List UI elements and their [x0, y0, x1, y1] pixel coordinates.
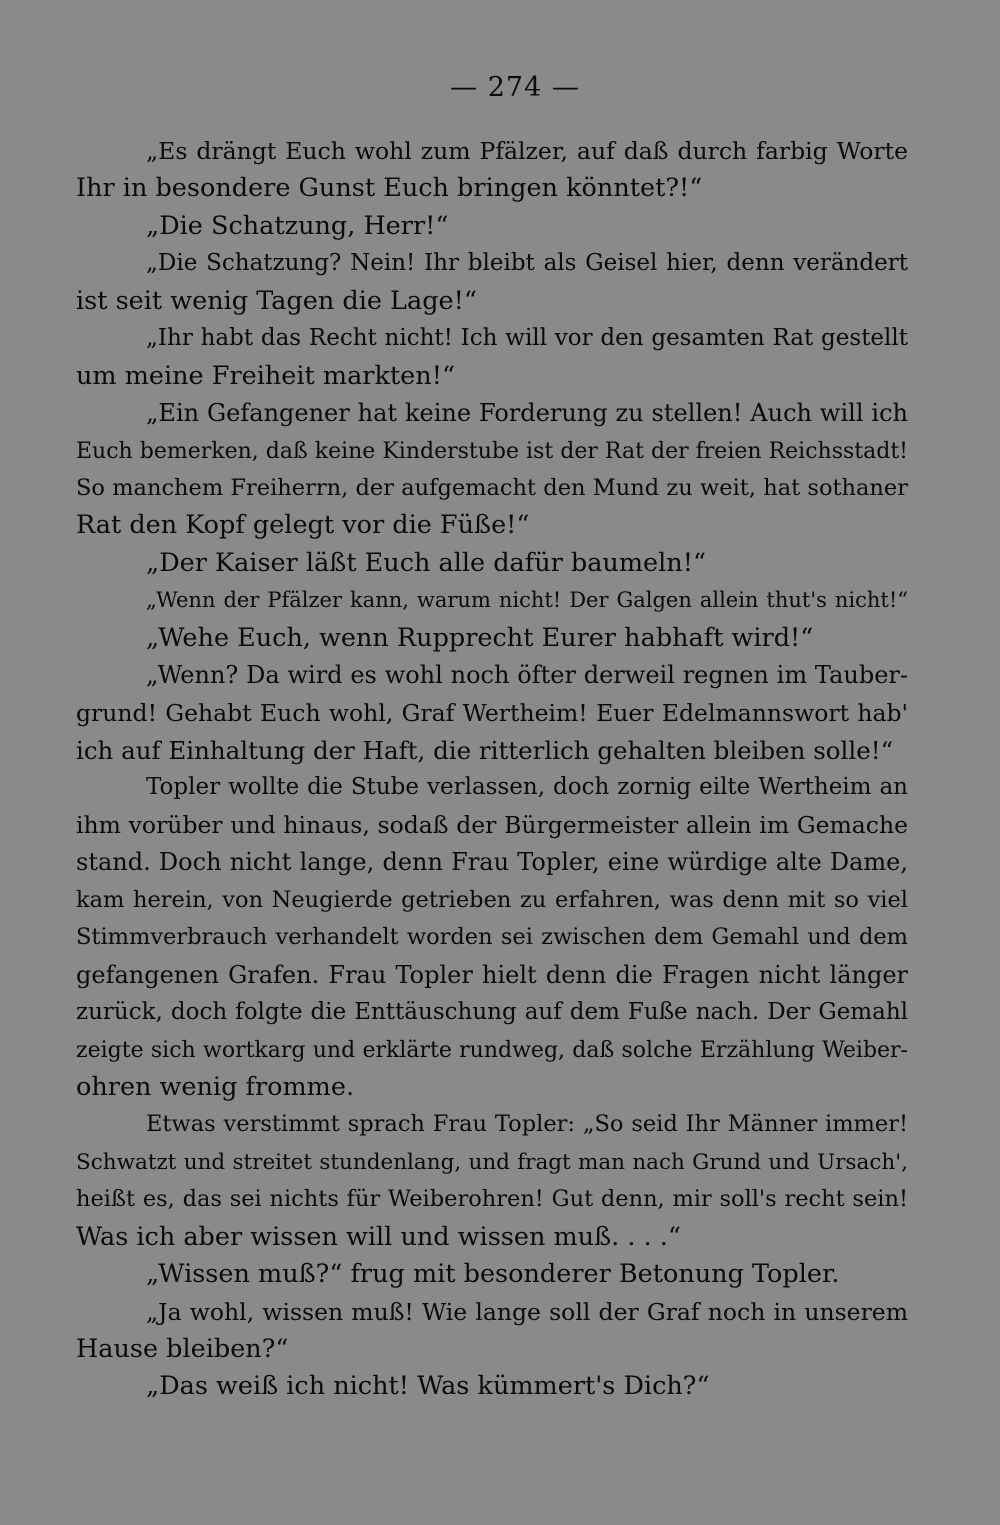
text-line: „Wenn? Da wird es wohl noch öfter derweil regnen im Tauber-: [146, 661, 908, 690]
text-line: Schwatzt und streitet stundenlang, und fragt man nach Grund und Ursach',: [76, 1149, 908, 1175]
text-line: ihm vorüber und hinaus, sodaß der Bürgermeister allein im Gemache: [76, 810, 908, 839]
text-line: Was ich aber wissen will und wissen muß. . . .“: [76, 1221, 681, 1252]
text-line: „Die Schatzung? Nein! Ihr bleibt als Geisel hier, denn verändert: [146, 250, 908, 277]
text-line: gefangenen Grafen. Frau Topler hielt denn die Fragen nicht länger: [76, 960, 908, 989]
text-line: Topler wollte die Stube verlassen, doch zornig eilte Wertheim an: [146, 774, 908, 801]
text-line: kam herein, von Neugierde getrieben zu erfahren, was denn mit so viel: [76, 886, 908, 913]
body-text: [76, 133, 908, 1406]
text-line: „Ihr habt das Recht nicht! Ich will vor den gesamten Rat gestellt: [146, 325, 908, 352]
text-line: Euch bemerken, daß keine Kinderstube ist der Rat der freien Reichsstadt!: [76, 438, 908, 464]
text-line: So manchem Freiherrn, der aufgemacht den Mund zu weit, hat sothaner: [76, 474, 908, 501]
text-line: ich auf Einhaltung der Haft, die ritterlich gehalten bleiben solle!“: [76, 736, 894, 765]
text-line: Ihr in besondere Gunst Euch bringen könntet?!“: [76, 173, 703, 204]
text-line: „Die Schatzung, Herr!“: [146, 210, 449, 241]
text-line: zeigte sich wortkarg und erklärte rundweg, daß solche Erzählung Weiber-: [76, 1037, 908, 1063]
text-line: stand. Doch nicht lange, denn Frau Topler, eine würdige alte Dame,: [76, 848, 908, 877]
text-line: grund! Gehabt Euch wohl, Graf Wertheim! Euer Edelmannswort hab': [76, 698, 908, 727]
text-line: Hause bleiben?“: [76, 1334, 289, 1364]
text-line: Etwas verstimmt sprach Frau Topler: „So seid Ihr Männer immer!: [146, 1111, 908, 1138]
text-line: „Wissen muß?“ frug mit besonderer Betonung Topler.: [146, 1259, 840, 1290]
text-line: „Ein Gefangener hat keine Forderung zu stellen! Auch will ich: [146, 399, 908, 428]
text-line: heißt es, das sei nichts für Weiberohren! Gut denn, mir soll's recht sein!: [76, 1186, 908, 1213]
text-line: ohren wenig fromme.: [76, 1071, 355, 1102]
page-number: — 274 —: [450, 72, 580, 103]
text-line: „Das weiß ich nicht! Was kümmert's Dich?“: [146, 1371, 710, 1402]
text-line: „Wehe Euch, wenn Rupprecht Eurer habhaft wird!“: [146, 622, 814, 653]
text-line: „Ja wohl, wissen muß! Wie lange soll der Graf noch in unserem: [146, 1297, 908, 1326]
text-line: Stimmverbrauch verhandelt worden sei zwischen dem Gemahl und dem: [76, 924, 908, 951]
text-line: „Der Kaiser läßt Euch alle dafür baumeln!“: [146, 547, 706, 578]
text-line: ist seit wenig Tagen die Lage!“: [76, 285, 477, 316]
text-line: „Wenn der Pfälzer kann, warum nicht! Der Galgen allein thut's nicht!“: [146, 588, 908, 613]
text-line: Rat den Kopf gelegt vor die Füße!“: [76, 510, 530, 541]
text-line: zurück, doch folgte die Enttäuschung auf dem Fuße nach. Der Gemahl: [76, 999, 908, 1026]
text-line: um meine Freiheit markten!“: [76, 360, 455, 391]
text-line: „Es drängt Euch wohl zum Pfälzer, auf daß durch farbig Worte: [146, 137, 908, 165]
